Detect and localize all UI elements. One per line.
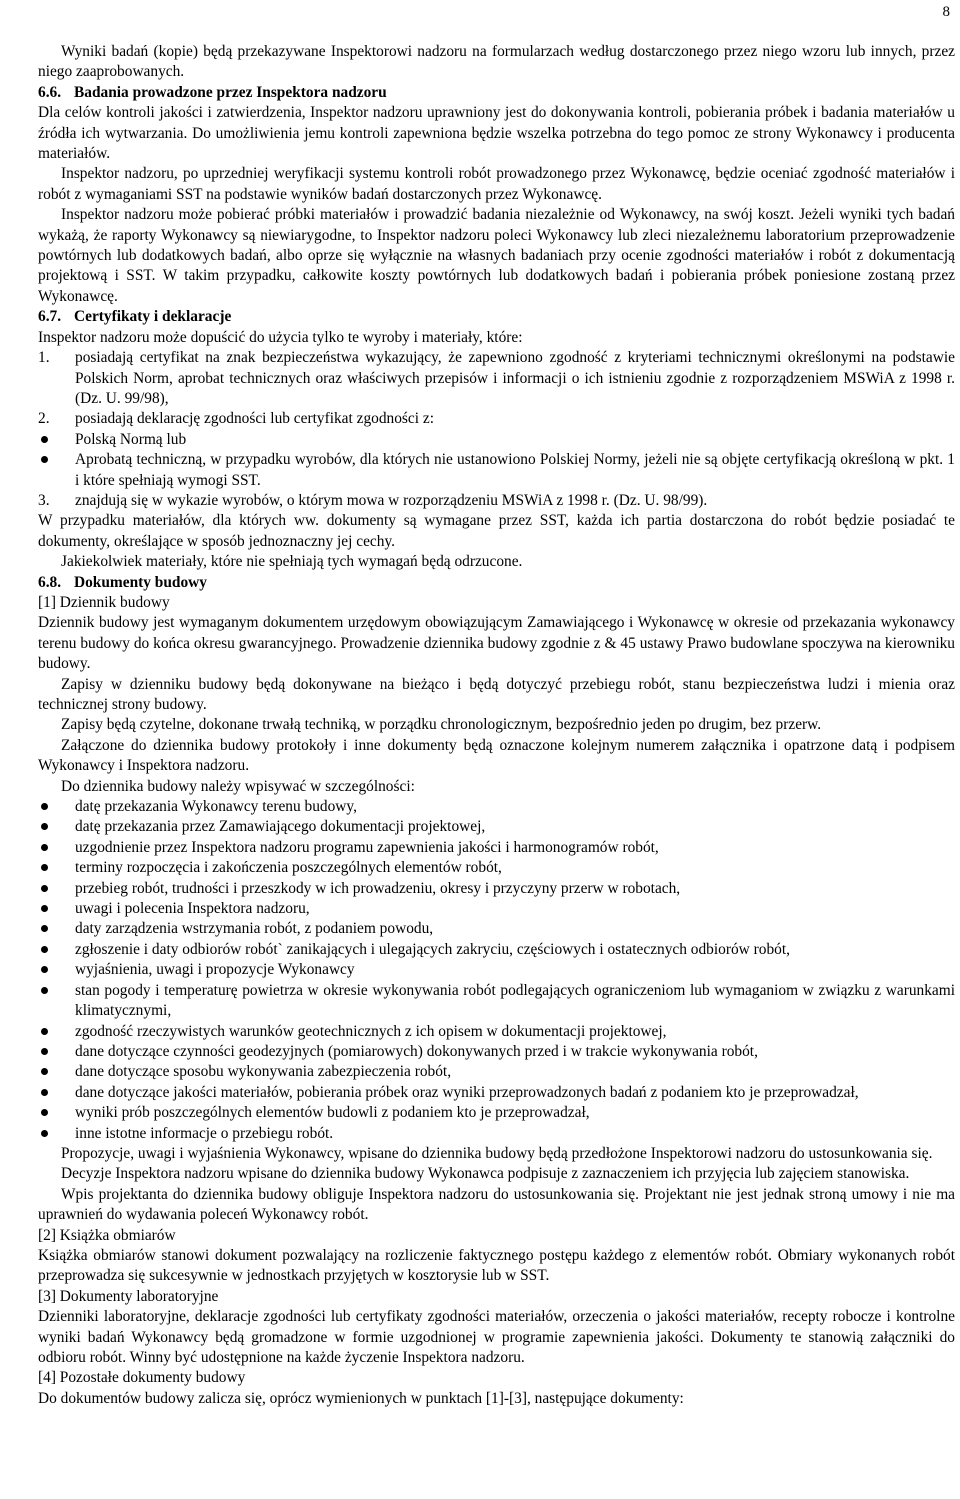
bullet-item xyxy=(38,899,955,919)
item-text: posiadają certyfikat na znak bezpieczeństwa wykazujący, że zapewniono zgodność z kryteriami technicznymi określonymi na podstawie Polskich Norm, aprobat technicznych oraz właściwych przepisów i informacji o ich istnieniu zgodnie z rozporządzeniem MSWiA z 1998 r. (Dz. U. 99/98), xyxy=(75,349,955,407)
bullet-text: datę przekazania przez Zamawiającego dokumentacji projektowej, xyxy=(75,818,486,836)
paragraph: Załączone do dziennika budowy protokoły i inne dokumenty będą oznaczone kolejnym numerem załącznika i opatrzone datą i podpisem Wykonawcy i Inspektora nadzoru. xyxy=(38,736,955,775)
paragraph: Zapisy w dzienniku budowy będą dokonywane na bieżąco i będą dotyczyć przebiegu robót, stanu bezpieczeństwa ludzi i mienia oraz technicznej strony budowy. xyxy=(38,675,955,713)
paragraph: Inspektor nadzoru może dopuścić do użycia tylko te wyroby i materiały, które: xyxy=(38,328,523,346)
subsection-title: [2] Książka obmiarów xyxy=(38,1226,176,1244)
item-number: 1. xyxy=(38,349,50,367)
paragraph: Zapisy będą czytelne, dokonane trwałą techniką, w porządku chronologicznym, bezpośrednio jeden po drugim, bez przerw. xyxy=(61,716,822,734)
subsection-title: [4] Pozostałe dokumenty budowy xyxy=(38,1369,246,1387)
paragraph: Wpis projektanta do dziennika budowy obliguje Inspektora nadzoru do ustosunkowania się. Projektant nie jest jednak stroną umowy i nie ma uprawnień do wydawania poleceń Wykonawcy robót. xyxy=(38,1185,955,1224)
bullet-text: Polską Normą lub xyxy=(75,430,187,448)
item-number: 3. xyxy=(38,491,50,509)
bullet-item xyxy=(38,879,955,899)
bullet-text: wyjaśnienia, uwagi i propozycje Wykonawcy xyxy=(75,961,355,979)
bullet-text: terminy rozpoczęcia i zakończenia poszczególnych elementów robót, xyxy=(75,859,502,877)
bullet-item xyxy=(38,797,955,817)
paragraph: Dzienniki laboratoryjne, deklaracje zgodności lub certyfikaty zgodności materiałów, orzeczenia o jakości materiałów, recepty robocze i kontrolne wyniki badań Wykonawcy będą gromadzone w formie uzgodnionej w programie zapewnienia jakości. Dokumenty te stanowią załączniki do odbioru robót. Winny być udostępnione na każde życzenie Inspektora nadzoru. xyxy=(38,1308,955,1366)
bullet-icon xyxy=(41,456,48,463)
bullet-icon xyxy=(41,1130,48,1137)
paragraph: Inspektor nadzoru, po uprzedniej weryfikacji systemu kontroli robót prowadzonego przez Wykonawcę, będzie oceniać zgodność materiałów i robót z wymaganiami SST na podstawie wyników badań dostarczonych przez Wykonawcę. xyxy=(38,165,955,203)
paragraph: Wyniki badań (kopie) będą przekazywane Inspektorowi nadzoru na formularzach według dostarczonego przez niego wzoru lub innych, przez niego zaaprobowanych. xyxy=(38,43,955,81)
bullet-text: przebieg robót, trudności i przeszkody w ich prowadzeniu, okresy i przyczyny przerw w robotach, xyxy=(75,879,681,897)
section-heading-6-6 xyxy=(38,83,955,103)
subsection-title: [1] Dziennik budowy xyxy=(38,593,170,611)
bullet-icon xyxy=(41,1109,48,1116)
document-body xyxy=(38,42,955,1409)
section-title: Certyfikaty i deklaracje xyxy=(74,308,232,326)
bullet-item xyxy=(38,430,955,450)
paragraph: Jakiekolwiek materiały, które nie spełniają tych wymagań będą odrzucone. xyxy=(61,553,523,571)
bullet-item xyxy=(38,1124,955,1144)
bullet-icon xyxy=(41,885,48,892)
bullet-item xyxy=(38,960,955,980)
bullet-item xyxy=(38,1062,955,1082)
paragraph: W przypadku materiałów, dla których ww. dokumenty są wymagane przez SST, każda ich partia dostarczona do robót będzie posiadać te dokumenty, określające w sposób jednoznaczny jej cechy. xyxy=(38,512,955,550)
bullet-text: dane dotyczące jakości materiałów, pobierania próbek oraz wyniki przeprowadzonych badań z podaniem kto je przeprowadzał, xyxy=(75,1083,859,1101)
bullet-text: wyniki prób poszczególnych elementów budowli z podaniem kto je przeprowadzał, xyxy=(75,1104,590,1122)
diary-entries-list xyxy=(38,797,955,1144)
bullet-text: datę przekazania Wykonawcy terenu budowy, xyxy=(75,798,357,816)
numbered-item xyxy=(38,348,955,409)
section-number: 6.7. xyxy=(38,308,62,326)
bullet-item xyxy=(38,940,955,960)
section-number: 6.8. xyxy=(38,573,62,591)
bullet-text: Aprobatą techniczną, w przypadku wyrobów, dla których nie ustanowiono Polskiej Normy, jeżeli nie są objęte certyfikacją określoną w pkt. 1 i które spełniają wymogi SST. xyxy=(75,451,955,489)
bullet-text: daty zarządzenia wstrzymania robót, z podaniem powodu, xyxy=(75,920,434,938)
bullet-item xyxy=(38,1103,955,1123)
paragraph: Dla celów kontroli jakości i zatwierdzenia, Inspektor nadzoru uprawniony jest do dokonywania kontroli, pobierania próbek i badania materiałów u źródła ich wytwarzania. Do umożliwienia jemu kontroli zapewniona będzie wszelka potrzebna do tego pomoc ze strony Wykonawcy i producenta materiałów. xyxy=(38,104,955,163)
bullet-text: dane dotyczące czynności geodezyjnych (pomiarowych) dokonywanych przed i w trakcie wykonywania robót, xyxy=(75,1042,758,1060)
paragraph: Do dziennika budowy należy wpisywać w szczególności: xyxy=(61,777,415,795)
bullet-icon xyxy=(41,1068,48,1075)
paragraph: Książka obmiarów stanowi dokument pozwalający na rozliczenie faktycznego postępu każdego z elementów robót. Obmiary wykonanych robót przeprowadza się sukcesywnie w jednostkach przyjętych w kosztorysie lub w SST. xyxy=(38,1246,955,1285)
numbered-item xyxy=(38,409,955,429)
bullet-icon xyxy=(41,823,48,830)
bullet-text: dane dotyczące sposobu wykonywania zabezpieczenia robót, xyxy=(75,1063,452,1081)
bullet-item xyxy=(38,919,955,939)
bullet-item xyxy=(38,838,955,858)
bullet-item xyxy=(38,858,955,878)
bullet-item xyxy=(38,450,955,491)
numbered-item xyxy=(38,491,955,511)
bullet-text: zgodność rzeczywistych warunków geotechnicznych z ich opisem w dokumentacji projektowej, xyxy=(75,1022,667,1040)
paragraph: Do dokumentów budowy zalicza się, oprócz wymienionych w punktach [1]-[3], następujące dokumenty: xyxy=(38,1389,684,1407)
paragraph: Decyzje Inspektora nadzoru wpisane do dziennika budowy Wykonawca podpisuje z zaznaczeniem ich przyjęcia lub zajęciem stanowiska. xyxy=(61,1165,910,1183)
bullet-icon xyxy=(41,864,48,871)
bullet-text: uwagi i polecenia Inspektora nadzoru, xyxy=(75,900,310,918)
section-heading-6-7 xyxy=(38,307,955,327)
bullet-icon xyxy=(41,905,48,912)
section-title: Badania prowadzone przez Inspektora nadzoru xyxy=(74,83,387,101)
bullet-icon xyxy=(41,803,48,810)
bullet-item xyxy=(38,1042,955,1062)
bullet-text: uzgodnienie przez Inspektora nadzoru programu zapewnienia jakości i harmonogramów robót, xyxy=(75,838,659,856)
paragraph: Inspektor nadzoru może pobierać próbki materiałów i prowadzić badania niezależnie od Wykonawcy, na swój koszt. Jeżeli wyniki tych badań wykażą, że raporty Wykonawcy są niewiarygodne, to Inspektor nadzoru poleci Wykonawcy lub zleci niezależnemu laboratorium przeprowadzenie powtórnych lub dodatkowych badań, albo oprze się wyłącznie na własnych badaniach przy ocenie zgodności materiałów i robót z dokumentacją projektową i SST. W takim przypadku, całkowite koszty powtórnych lub dodatkowych badań i pobierania próbek poniesione zostaną przez Wykonawcę. xyxy=(38,206,955,305)
bullet-icon xyxy=(41,844,48,851)
bullet-icon xyxy=(41,925,48,932)
paragraph: Dziennik budowy jest wymaganym dokumentem urzędowym obowiązującym Zamawiającego i Wykonawcę w okresie od przekazania wykonawcy terenu budowy do końca okresu gwarancyjnego. Prowadzenie dziennika budowy zgodnie z & 45 ustawy Prawo budowlane spoczywa na kierowniku budowy. xyxy=(38,614,955,673)
section-number: 6.6. xyxy=(38,83,62,101)
bullet-item xyxy=(38,1022,955,1042)
bullet-icon xyxy=(41,987,48,994)
subsection-title: [3] Dokumenty laboratoryjne xyxy=(38,1287,219,1305)
bullet-text: stan pogody i temperaturę powietrza w okresie wykonywania robót podlegających ograniczeniom lub wymaganiom w związku z warunkami klimatycznymi, xyxy=(75,981,955,1020)
paragraph: Propozycje, uwagi i wyjaśnienia Wykonawcy, wpisane do dziennika budowy będą przedłożone Inspektorowi nadzoru do ustosunkowania się. xyxy=(61,1144,933,1162)
item-text: posiadają deklarację zgodności lub certyfikat zgodności z: xyxy=(75,410,434,428)
page-number: 8 xyxy=(942,4,950,20)
bullet-icon xyxy=(41,1028,48,1035)
item-number: 2. xyxy=(38,410,50,428)
bullet-item xyxy=(38,1083,955,1103)
item-text: znajdują się w wykazie wyrobów, o którym mowa w rozporządzeniu MSWiA z 1998 r. (Dz. U. 98/99). xyxy=(75,491,708,509)
bullet-icon xyxy=(41,946,48,953)
bullet-item xyxy=(38,981,955,1022)
bullet-icon xyxy=(41,1048,48,1055)
bullet-item xyxy=(38,817,955,837)
bullet-text: zgłoszenie i daty odbiorów robót` zanikających i ulegających zakryciu, częściowych i ostatecznych odbiorów robót, xyxy=(75,940,790,958)
bullet-icon xyxy=(41,1089,48,1096)
section-heading-6-8 xyxy=(38,573,955,593)
bullet-icon xyxy=(41,966,48,973)
bullet-icon xyxy=(41,436,48,443)
bullet-text: inne istotne informacje o przebiegu robót. xyxy=(75,1124,334,1142)
section-title: Dokumenty budowy xyxy=(74,573,207,591)
